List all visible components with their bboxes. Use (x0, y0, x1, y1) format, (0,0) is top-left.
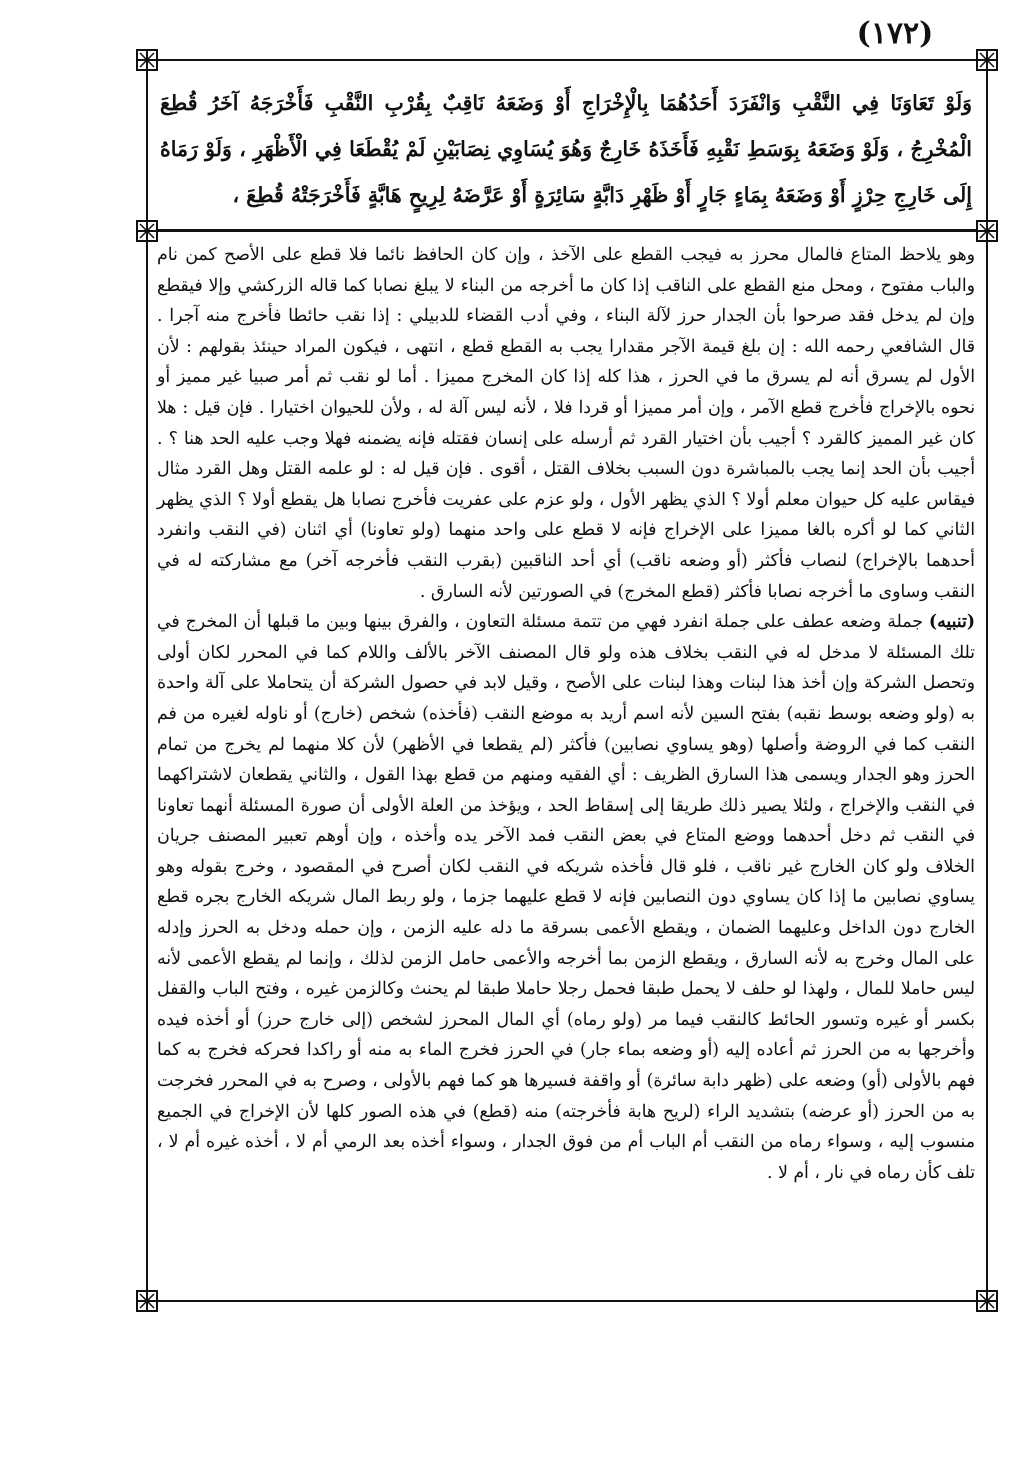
matn-divider-line (146, 229, 988, 232)
corner-ornament-icon (974, 218, 1000, 244)
sharh-paragraph (157, 607, 975, 1188)
corner-ornament-icon (974, 1288, 1000, 1314)
page-number: (۱۷۲) (856, 16, 934, 51)
frame-bottom-line (146, 1300, 988, 1302)
matn-text: وَلَوْ تَعَاوَنَا فِي النَّقْبِ وَانْفَرَدَ أَحَدُهُمَا بِالْإِخْرَاجِ أَوْ وَضَعَهُ نَاقِبٌ بِقُرْبِ النَّقْبِ فَأَخْرَجَهُ آخَرُ قُطِعَ الْمُخْرِجُ ، وَلَوْ وَضَعَهُ بِوَسَطِ نَقْبِهِ فَأَخَذَهُ خَارِجٌ وَهُوَ يُسَاوِي نِصَابَيْنِ لَمْ يُقْطَعَا فِي الْأَظْهَرِ ، وَلَوْ رَمَاهُ إِلَى خَارِجِ حِرْزٍ أَوْ وَضَعَهُ بِمَاءٍ جَارٍ أَوْ ظَهْرِ دَابَّةٍ سَائِرَةٍ أَوْ عَرَّضَهُ لِرِيحٍ هَابَّةٍ فَأَخْرَجَتْهُ قُطِعَ ، (160, 91, 972, 207)
tanbih-text: جملة وضعه عطف على جملة انفرد فهي من تتمة مسئلة التعاون ، والفرق بينها وبين ما قبلها أن المخرج في تلك المسئلة لا مدخل له في النقب بخلاف هذه ولو قال المصنف الآخر بالألف واللام كما في المحرر لكان أولى وتحصل الشركة وإن أخذ هذا لبنات وهذا لبنات على الأصح ، وقيل لابد في حصول الشركة أن يتحاملا على آلة واحدة به (ولو وضعه بوسط نقبه) بفتح السين لأنه اسم أريد به موضع النقب (فأخذه) شخص (خارج) أو ناوله لغيره من فم النقب كما في الروضة وأصلها (وهو يساوي نصابين) فأكثر (لم يقطعا في الأظهر) لأن كلا منهما لم يخرج من تمام الحرز وهو الجدار ويسمى هذا السارق الظريف : أي الفقيه ومنهم من قطع بهذا القول ، والثاني يقطعان لاشتراكهما في النقب والإخراج ، ولئلا يصير ذلك طريقا إلى إسقاط الحد ، ويؤخذ من العلة الأولى أن صورة المسئلة أنهما تعاونا في النقب ثم دخل أحدهما ووضع المتاع في بعض النقب فمد الآخر يده وأخذه ، وإن أوهم تعبير المصنف جريان الخلاف ولو كان الخارج غير ناقب ، فلو قال فأخذه شريكه في النقب لكان أصرح في المقصود ، وخرج بقوله وهو يساوي نصابين ما إذا كان يساوي دون النصابين فإنه لا قطع عليهما جزما ، ولو ربط المال شريكه الخارج بجره قطع الخارج دون الداخل وعليهما الضمان ، ويقطع الأعمى بسرقة ما دله عليه الزمن ، وإن حمله ودخل به الحرز وإدله على المال وخرج به لأنه السارق ، ويقطع الزمن بما أخرجه والأعمى حامل الزمن لذلك ، وإنما لم يقطع الأعمى لأنه ليس حاملا للمال ، ولهذا لو حلف لا يحمل طبقا فحمل رجلا حاملا طبقا لم يحنث وكالزمن غيره ، وفتح الباب والقفل بكسر أو غيره وتسور الحائط كالنقب فيما مر (ولو رماه) أي المال المحرز لشخص (إلى خارج حرز) أو أخذه فيده وأخرجها به من الحرز ثم أعاده إليه (أو وضعه بماء جار) في الحرز فخرج الماء به منه أو راكدا فحركه فخرج به كما فهم بالأولى (أو) وضعه على (ظهر دابة سائرة) أو واقفة فسيرها هو كما فهم بالأولى ، وصرح به في المحرر فخرجت به من الحرز (أو عرضه) بتشديد الراء (لريح هابة فأخرجته) منه (قطع) في هذه الصور كلها لأن الإخراج في الجميع منسوب إليه ، وسواء رماه من النقب أم الباب أم من فوق الجدار ، وسواء أخذه بعد الرمي أم لا ، أخذه غيره أم لا ، تلف كأن رماه في نار ، أم لا . (157, 612, 975, 1183)
sharh-commentary (157, 240, 975, 1300)
frame-top-line (146, 59, 988, 61)
tanbih-label: (تنبيه) (928, 612, 975, 633)
corner-ornament-icon (974, 47, 1000, 73)
corner-ornament-icon (134, 47, 160, 73)
sharh-paragraph: وهو يلاحظ المتاع فالمال محرز به فيجب القطع على الآخذ ، وإن كان الحافظ نائما فلا قطع على الأصح كمن نام والباب مفتوح ، ومحل منع القطع على الناقب إذا كان ما أخرجه من البناء لا يبلغ نصابا كما قاله الزركشي وإلا فيقطع وإن لم يدخل فقد صرحوا بأن الجدار حرز لآلة البناء ، وفي أدب القضاء للدبيلي : إذا نقب حائطا فأخرج منه آجرا . قال الشافعي رحمه الله : إن بلغ قيمة الآجر مقدارا يجب به القطع قطع ، انتهى ، فيكون المراد حينئذ بقولهم : لأن الأول لم يسرق أنه لم يسرق ما في الحرز ، هذا كله إذا كان المخرج مميزا . أما لو نقب ثم أمر صبيا غير مميز أو نحوه بالإخراج فأخرج قطع الآمر ، وإن أمر مميزا أو قردا فلا ، لأنه ليس آلة له ، ولأن للحيوان اختيارا . فإن قيل : هلا كان غير المميز كالقرد ؟ أجيب بأن اختيار القرد ثم أرسله على إنسان فقتله فإنه يضمنه فهلا وجب عليه الحد هنا ؟ . أجيب بأن الحد إنما يجب بالمباشرة دون السبب بخلاف القتل ، أقوى . فإن قيل له : لو علمه القتل وهل القرد مثال فيقاس عليه كل حيوان معلم أولا ؟ الذي يظهر الأول ، ولو عزم على عفريت فأخرج نصابا هل يقطع أولا ؟ الذي يظهر الثاني كما لو أكره بالغا مميزا على الإخراج فإنه لا قطع على واحد منهما (ولو تعاونا) أي اثنان (في النقب وانفرد أحدهما بالإخراج) لنصاب فأكثر (أو وضعه ناقب) أي أحد الناقبين (بقرب النقب فأخرجه آخر) مع مشاركته له في النقب وساوى ما أخرجه نصابا فأكثر (قطع المخرج) في الصورتين لأنه السارق . (157, 245, 975, 602)
